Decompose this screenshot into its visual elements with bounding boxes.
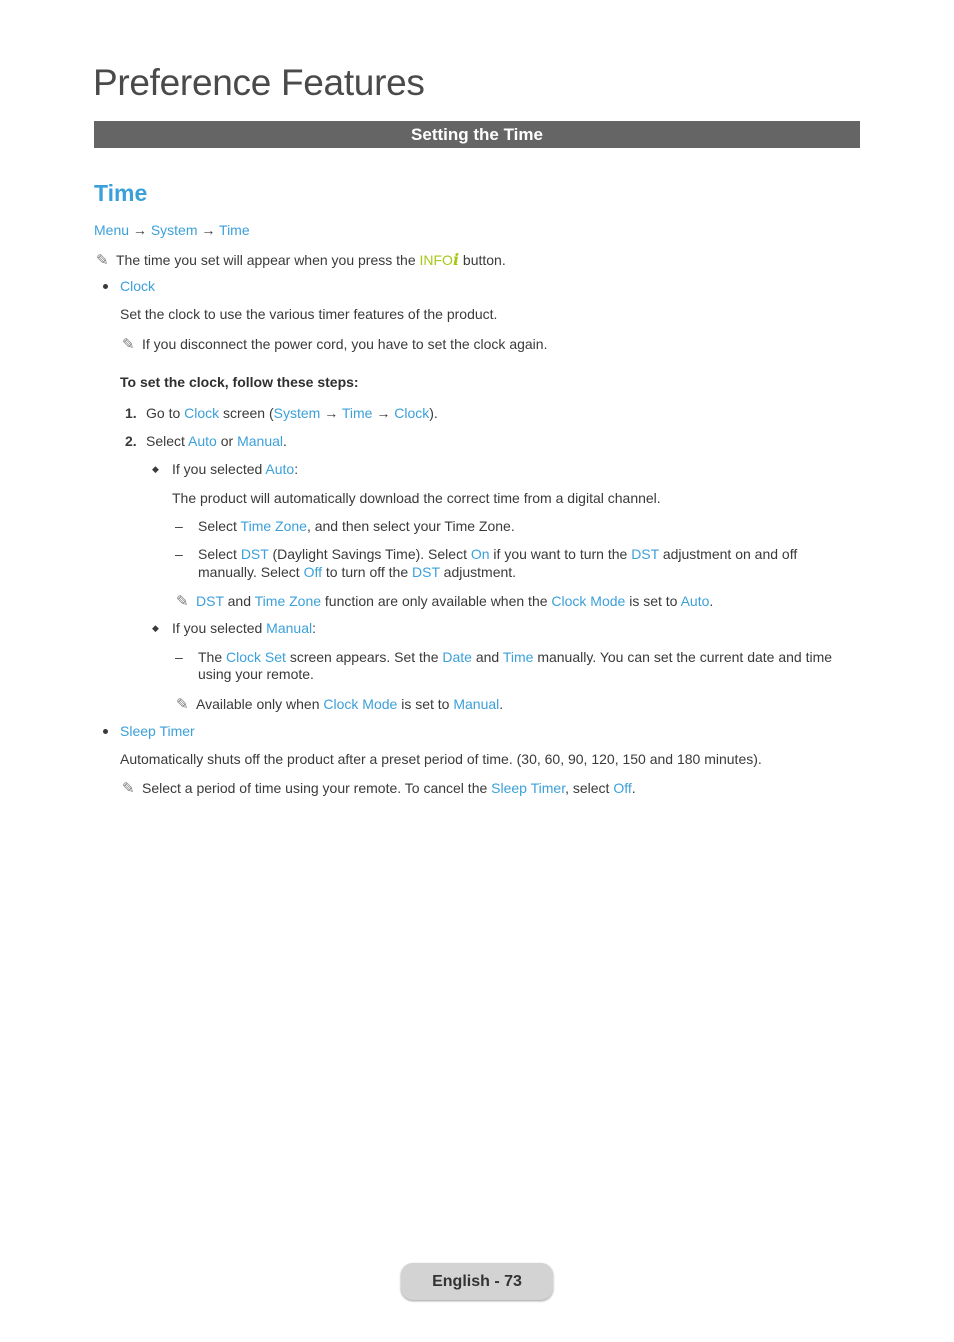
dst-link: DST xyxy=(196,593,224,609)
step-text: ). xyxy=(429,405,438,421)
page-title: Preference Features xyxy=(93,62,425,103)
clock-mode-link: Clock Mode xyxy=(551,593,626,609)
manual-note xyxy=(176,695,503,713)
dash-marker: – xyxy=(175,546,183,562)
clock-link: Clock xyxy=(394,405,430,421)
dash-marker: – xyxy=(175,518,183,534)
clock-link: Clock xyxy=(184,405,220,421)
step-text: or xyxy=(216,433,238,449)
clock-note xyxy=(122,335,547,353)
auto-note xyxy=(176,592,713,610)
text: , and then select your Time Zone. xyxy=(306,518,515,534)
page-number-badge: English - 73 xyxy=(401,1263,553,1300)
clock-item-label: Clock xyxy=(120,278,156,294)
auto-link: Auto xyxy=(680,593,710,609)
text: Available only when xyxy=(196,696,324,712)
text: Select xyxy=(198,518,241,534)
sleep-timer-link: Sleep Timer xyxy=(491,780,566,796)
manual-lead xyxy=(172,620,316,636)
diamond-bullet-icon: ◆ xyxy=(152,464,159,474)
step-1 xyxy=(146,405,438,421)
text: manually. You can set the current date and time xyxy=(533,649,833,665)
step-text: Go to xyxy=(146,405,185,421)
dst-link: DST xyxy=(631,546,659,562)
step-text: Select xyxy=(146,433,189,449)
breadcrumb-menu: Menu xyxy=(94,222,130,238)
pencil-note-icon: ✎ xyxy=(122,336,135,353)
auto-description: The product will automatically download the correct time from a digital channel. xyxy=(172,490,661,506)
bullet-dot xyxy=(103,729,108,734)
info-label: INFO xyxy=(419,252,453,268)
pencil-note-icon: ✎ xyxy=(122,780,135,797)
step-number: 2. xyxy=(125,433,137,449)
manual-dash-1-line1 xyxy=(198,649,832,665)
text: to turn off the xyxy=(322,564,413,580)
text: if you want to turn the xyxy=(489,546,632,562)
time-link: Time xyxy=(341,405,373,421)
text: If you selected xyxy=(172,461,266,477)
auto-dash-2-line2 xyxy=(198,564,516,580)
text: Select xyxy=(198,546,241,562)
breadcrumb-arrow: → xyxy=(132,222,147,238)
text: and xyxy=(471,649,503,665)
note-text: The time you set will appear when you press the xyxy=(116,252,420,268)
text: and xyxy=(223,593,255,609)
auto-link: Auto xyxy=(188,433,217,449)
auto-dash-2-line1 xyxy=(198,546,797,562)
section-header-bar: Setting the Time xyxy=(94,121,860,148)
sleep-timer-label: Sleep Timer xyxy=(120,723,195,739)
text: : xyxy=(312,620,316,636)
breadcrumb-arrow: → xyxy=(201,222,216,238)
time-zone-link: Time Zone xyxy=(254,593,322,609)
system-link: System xyxy=(273,405,321,421)
off-link: Off xyxy=(613,780,632,796)
text: adjustment on and off xyxy=(658,546,798,562)
manual-link: Manual xyxy=(453,696,500,712)
pencil-note-icon: ✎ xyxy=(176,696,189,713)
text: is set to xyxy=(625,593,681,609)
text: . xyxy=(499,696,504,712)
note-text: button. xyxy=(459,252,506,268)
time-link: Time xyxy=(502,649,534,665)
info-note xyxy=(96,250,506,269)
info-i-icon: i xyxy=(452,250,460,269)
text: The xyxy=(198,649,227,665)
dst-link: DST xyxy=(240,546,269,562)
bullet-dot xyxy=(103,284,108,289)
clock-description: Set the clock to use the various timer features of the product. xyxy=(120,306,498,322)
manual-dash-1-line2: using your remote. xyxy=(198,666,314,682)
clock-set-link: Clock Set xyxy=(226,649,286,665)
text: : xyxy=(294,461,299,477)
manual-link: Manual xyxy=(237,433,283,449)
text: . xyxy=(709,593,714,609)
pencil-note-icon: ✎ xyxy=(176,593,189,610)
clock-mode-link: Clock Mode xyxy=(323,696,398,712)
text: If you selected xyxy=(172,620,267,636)
text: manually. Select xyxy=(198,564,304,580)
text: is set to xyxy=(397,696,454,712)
text: function are only available when the xyxy=(321,593,552,609)
note-text: If you disconnect the power cord, you have to set the clock again. xyxy=(142,336,548,352)
text: Select a period of time using your remote. To cancel the xyxy=(142,780,492,796)
text: screen appears. Set the xyxy=(285,649,443,665)
text: . xyxy=(631,780,636,796)
steps-title: To set the clock, follow these steps: xyxy=(120,374,359,390)
sleep-timer-description: Automatically shuts off the product after a preset period of time. (30, 60, 90, 120, 150 and 180 minutes). xyxy=(120,751,762,767)
pencil-note-icon: ✎ xyxy=(96,252,109,269)
manual-link: Manual xyxy=(266,620,313,636)
text: adjustment. xyxy=(439,564,517,580)
time-zone-link: Time Zone xyxy=(240,518,307,534)
step-text: screen ( xyxy=(219,405,274,421)
step-number: 1. xyxy=(125,405,137,421)
diamond-bullet-icon: ◆ xyxy=(152,623,159,633)
arrow: → xyxy=(372,405,395,421)
breadcrumb xyxy=(94,222,250,238)
dst-link: DST xyxy=(412,564,440,580)
arrow: → xyxy=(320,405,342,421)
topic-heading: Time xyxy=(94,180,148,206)
breadcrumb-time: Time xyxy=(219,222,250,238)
auto-link: Auto xyxy=(265,461,295,477)
auto-dash-1 xyxy=(198,518,515,534)
step-text: . xyxy=(283,433,287,449)
off-link: Off xyxy=(303,564,322,580)
text: (Daylight Savings Time). Select xyxy=(268,546,471,562)
step-2 xyxy=(146,433,287,449)
text: , select xyxy=(565,780,614,796)
auto-lead xyxy=(172,461,298,477)
sleep-timer-note xyxy=(122,779,636,797)
date-link: Date xyxy=(442,649,472,665)
breadcrumb-system: System xyxy=(150,222,198,238)
on-link: On xyxy=(470,546,490,562)
dash-marker: – xyxy=(175,649,183,665)
